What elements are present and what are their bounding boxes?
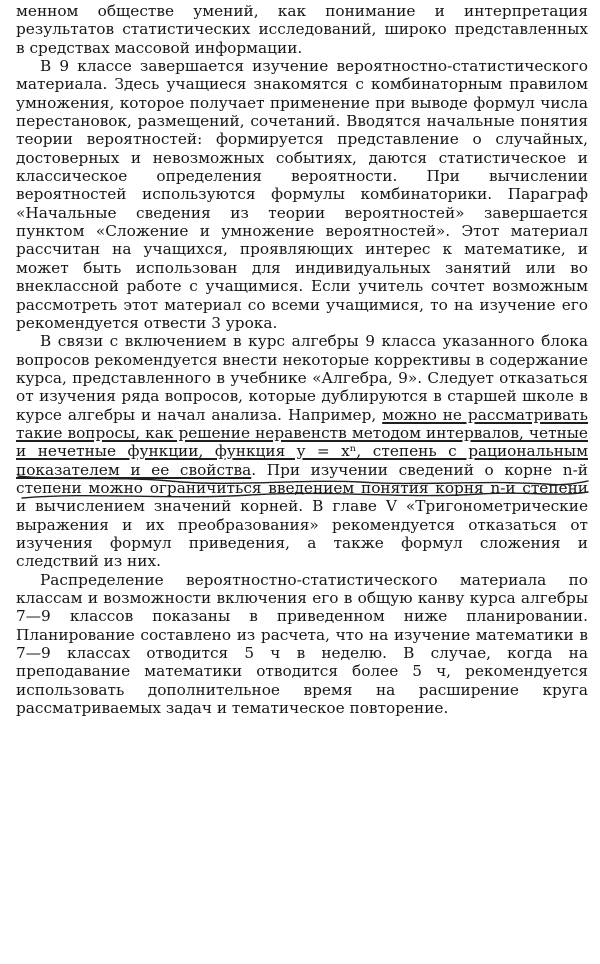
document-page — [16, 2, 588, 717]
paragraph-3 — [16, 332, 588, 570]
paragraph-2: В 9 классе завершается изучение вероятностно-статистического материала. Здесь учащиеся знакомятся с комбинаторным правилом умножения, которое получает применение при выводе формул числа перестановок, размещений, сочетаний. Вводятся начальные понятия теории вероятностей: формируется представление о случайных, достоверных и невозможных событиях, даются статистическое и классическое определения вероятности. При вычислении вероятностей используются формулы комбинаторики. Параграф «Начальные сведения из теории вероятностей» завершается пунктом «Сложение и умножение вероятностей». Этот материал рассчитан на учащихся, проявляющих интерес к математике, и может быть использован для индивидуальных занятий или во внеклассной работе с учащимися. Если учитель сочтет возможным рассмотреть этот материал со всеми учащимися, то на изучение его рекомендуется отвести 3 урока. — [16, 57, 588, 332]
handwritten-underlined-passage: можно не рассматривать такие вопросы, как решение неравенств методом интервалов, четные и нечетные функции, функция y = xⁿ, степень с рациональным показателем и ее свойства — [16, 405, 588, 479]
paragraph-1: менном обществе умений, как понимание и интерпретация результатов статистических исследований, широко представленных в средствах массовой информации. — [16, 2, 588, 57]
paragraph-3-lead: В связи с включением в курс алгебры 9 класса указанного блока вопросов рекомендуется внести некоторые коррективы в содержание курса, представленного в учебнике «Алгебра, 9». Следует отказаться от изучения ряда вопросов, которые дублируются в старшей школе в курсе алгебры и начал анализа. Например, — [16, 332, 588, 424]
paragraph-4: Распределение вероятностно-статистического материала по классам и возможности включения его в общую канву курса алгебры 7—9 классов показаны в приведенном ниже планировании. Планирование составлено из расчета, что на изучение математики в 7—9 классах отводится 5 ч в неделю. В случае, когда на преподавание математики отводится более 5 ч, рекомендуется использовать дополнительное время на расширение круга рассматриваемых задач и тематическое повторение. — [16, 570, 588, 718]
paragraph-3-tail: . При изучении сведений о корне n-й степени можно ограничиться введением понятия корня n-й степени и вычислением значений корней. В главе V «Тригонометрические выражения и их преобразования» рекомендуется отказаться от изучения формул приведения, а также формул сложения и следствий из них. — [16, 460, 588, 571]
